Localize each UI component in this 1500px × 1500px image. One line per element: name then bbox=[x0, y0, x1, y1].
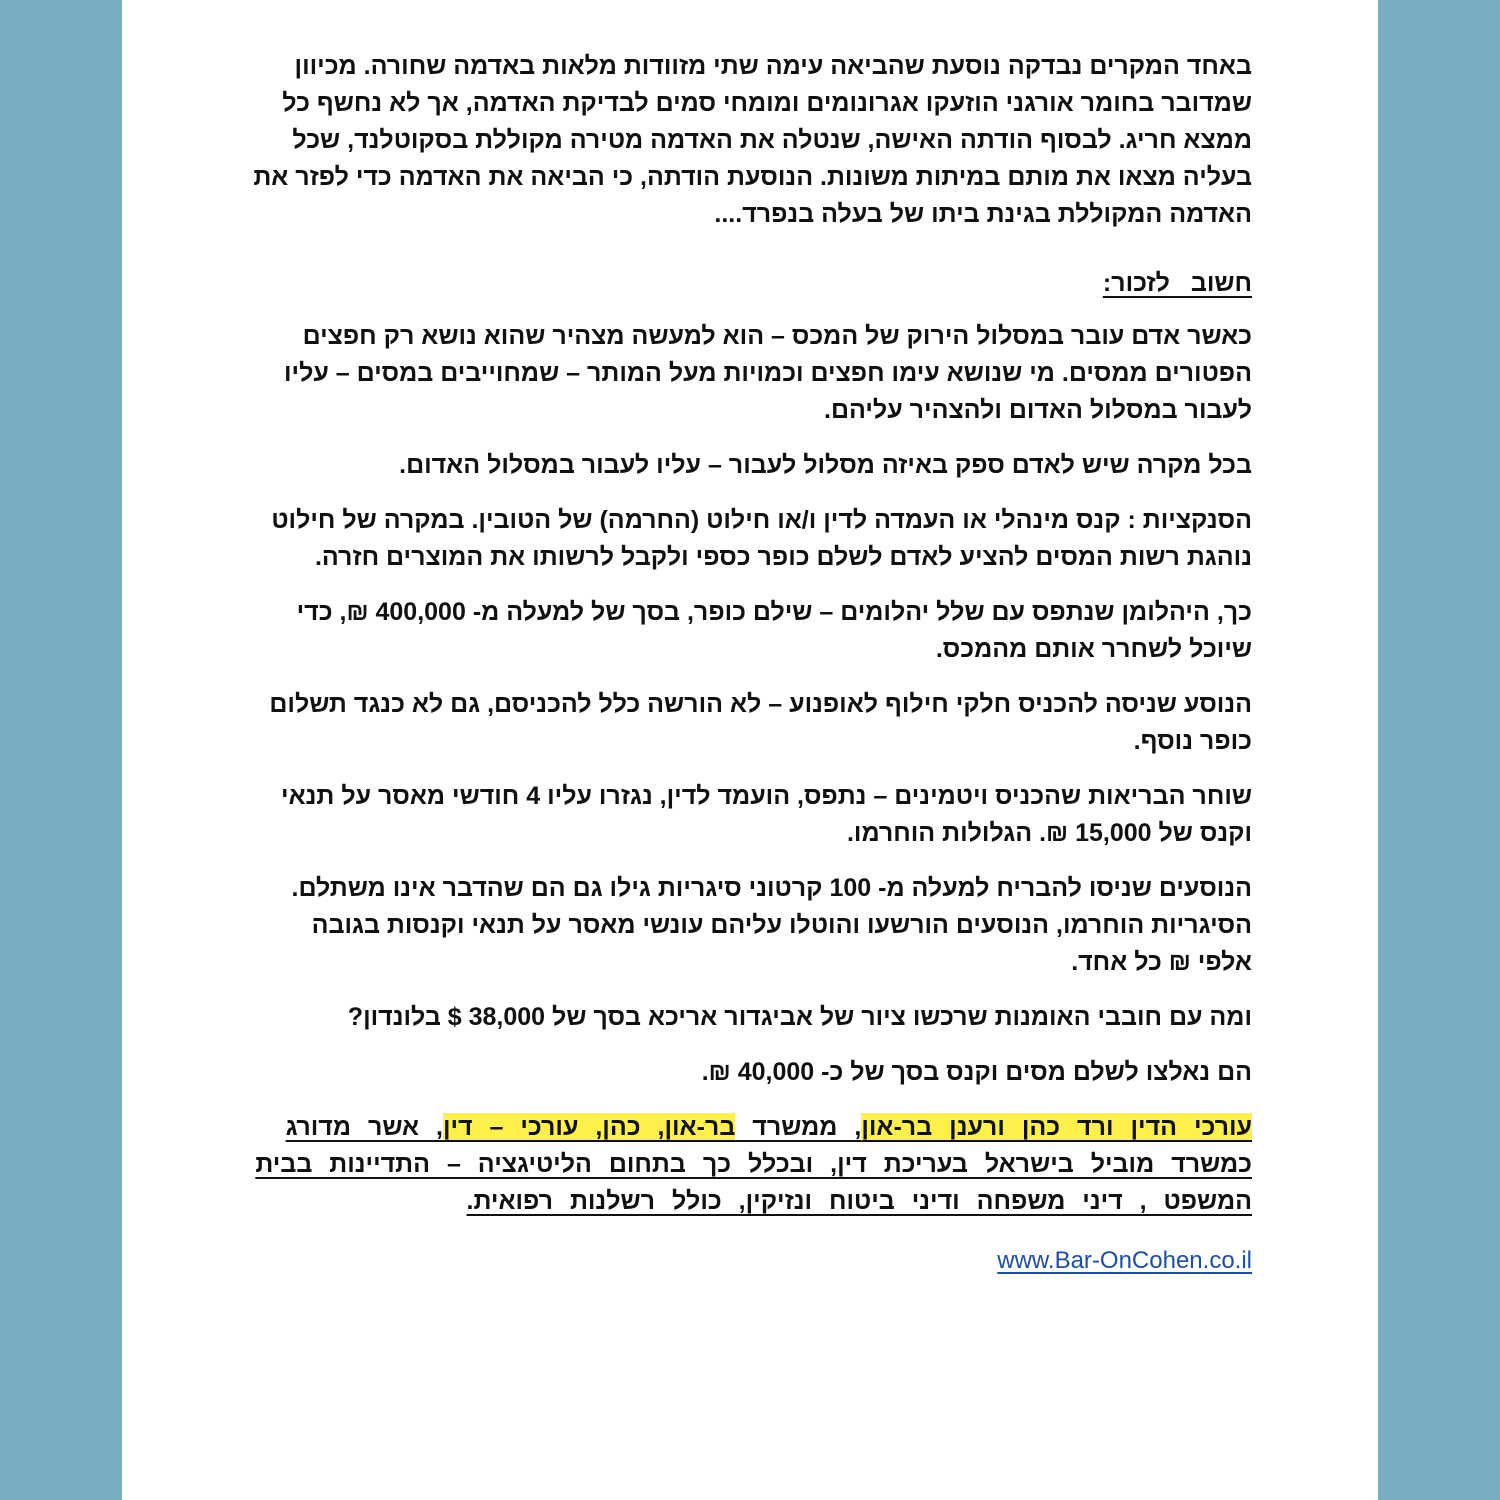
website-link[interactable]: www.Bar-OnCohen.co.il bbox=[997, 1247, 1252, 1274]
firm-connector-text: , ממשרד bbox=[735, 1113, 862, 1141]
paragraph-vitamins: שוחר הבריאות שהכניס ויטמינים – נתפס, הועמד לדין, נגזרו עליו 4 חודשי מאסר על תנאי וקנס של 15,000 ₪. הגלולות הוחרמו. bbox=[281, 782, 1252, 847]
lawyers-names-highlight: עורכי הדין ורד כהן ורענן בר-און bbox=[861, 1113, 1252, 1141]
paragraph-cigarettes: הנוסעים שניסו להבריח למעלה מ- 100 קרטוני סיגריות גילו גם הם שהדבר אינו משתלם. הסיגריות הוחרמו, הנוסעים הורשעו והוטלו עליהם עונשי מאסר על תנאי וקנסות בגובה אלפי ₪ כל אחד. bbox=[291, 874, 1252, 976]
paragraph-art-lovers: ומה עם חובבי האומנות שרכשו ציור של אביגדור אריכא בסך של 38,000 $ בלונדון? bbox=[347, 1003, 1252, 1031]
paragraph-art-fine: הם נאלצו לשלם מסים וקנס בסך של כ- 40,000 ₪. bbox=[701, 1058, 1252, 1086]
important-heading: חשוב לזכור: bbox=[1102, 269, 1252, 297]
document-body bbox=[252, 48, 1252, 1279]
paragraph-diamond-dealer: כך, היהלומן שנתפס עם שלל יהלומים – שילם כופר, בסך של למעלה מ- 400,000 ₪, כדי שיוכל לשחרר אותם מהמכס. bbox=[296, 598, 1252, 663]
firm-name-highlight: בר-און, כהן, עורכי – דין bbox=[442, 1113, 736, 1141]
paragraph-green-lane: כאשר אדם עובר במסלול הירוק של המכס – הוא למעשה מצהיר שהוא נושא רק חפצים הפטורים ממסים. מי שנושא עימו חפצים וכמויות מעל המותר – שמחוייבים במסים – עליו לעבור במסלול האדום ולהצהיר עליהם. bbox=[283, 322, 1252, 424]
document-page bbox=[122, 0, 1378, 1500]
firm-description-text: , אשר מדורג כמשרד מוביל בישראל בעריכת דין, ובכלל כך בתחום הליטיגציה – התדיינות בבית המשפט , דיני משפחה ודיני ביטוח ונזיקין, כולל רשלנות רפואית. bbox=[255, 1113, 1252, 1215]
paragraph-motorcycle-parts: הנוסע שניסה להכניס חלקי חילוף לאופנוע – לא הורשה כלל להכניסם, גם לא כנגד תשלום כופר נוסף. bbox=[269, 690, 1252, 755]
law-firm-paragraph bbox=[252, 1109, 1252, 1220]
intro-paragraph: באחד המקרים נבדקה נוסעת שהביאה עימה שתי מזוודות מלאות באדמה שחורה. מכיוון שמדובר בחומר אורגני הוזעקו אגרונומים ומומחי סמים לבדיקת האדמה, אך לא נחשף כל ממצא חריג. לבסוף הודתה האישה, שנטלה את האדמה מטירה מקוללת בסקוטלנד, שכל בעליה מצאו את מותם במיתות משונות. הנוסעת הודתה, כי הביאה את האדמה כדי לפזר את האדמה המקוללת בגינת ביתו של בעלה בנפרד.... bbox=[253, 52, 1252, 228]
paragraph-red-lane: בכל מקרה שיש לאדם ספק באיזה מסלול לעבור – עליו לעבור במסלול האדום. bbox=[399, 451, 1252, 479]
paragraph-sanctions: הסנקציות : קנס מינהלי או העמדה לדין ו/או חילוט (החרמה) של הטובין. במקרה של חילוט נוהגת רשות המסים להציע לאדם לשלם כופר כספי ולקבל לרשותו את המוצרים חזרה. bbox=[271, 506, 1252, 571]
url-wrapper bbox=[252, 1242, 1252, 1279]
